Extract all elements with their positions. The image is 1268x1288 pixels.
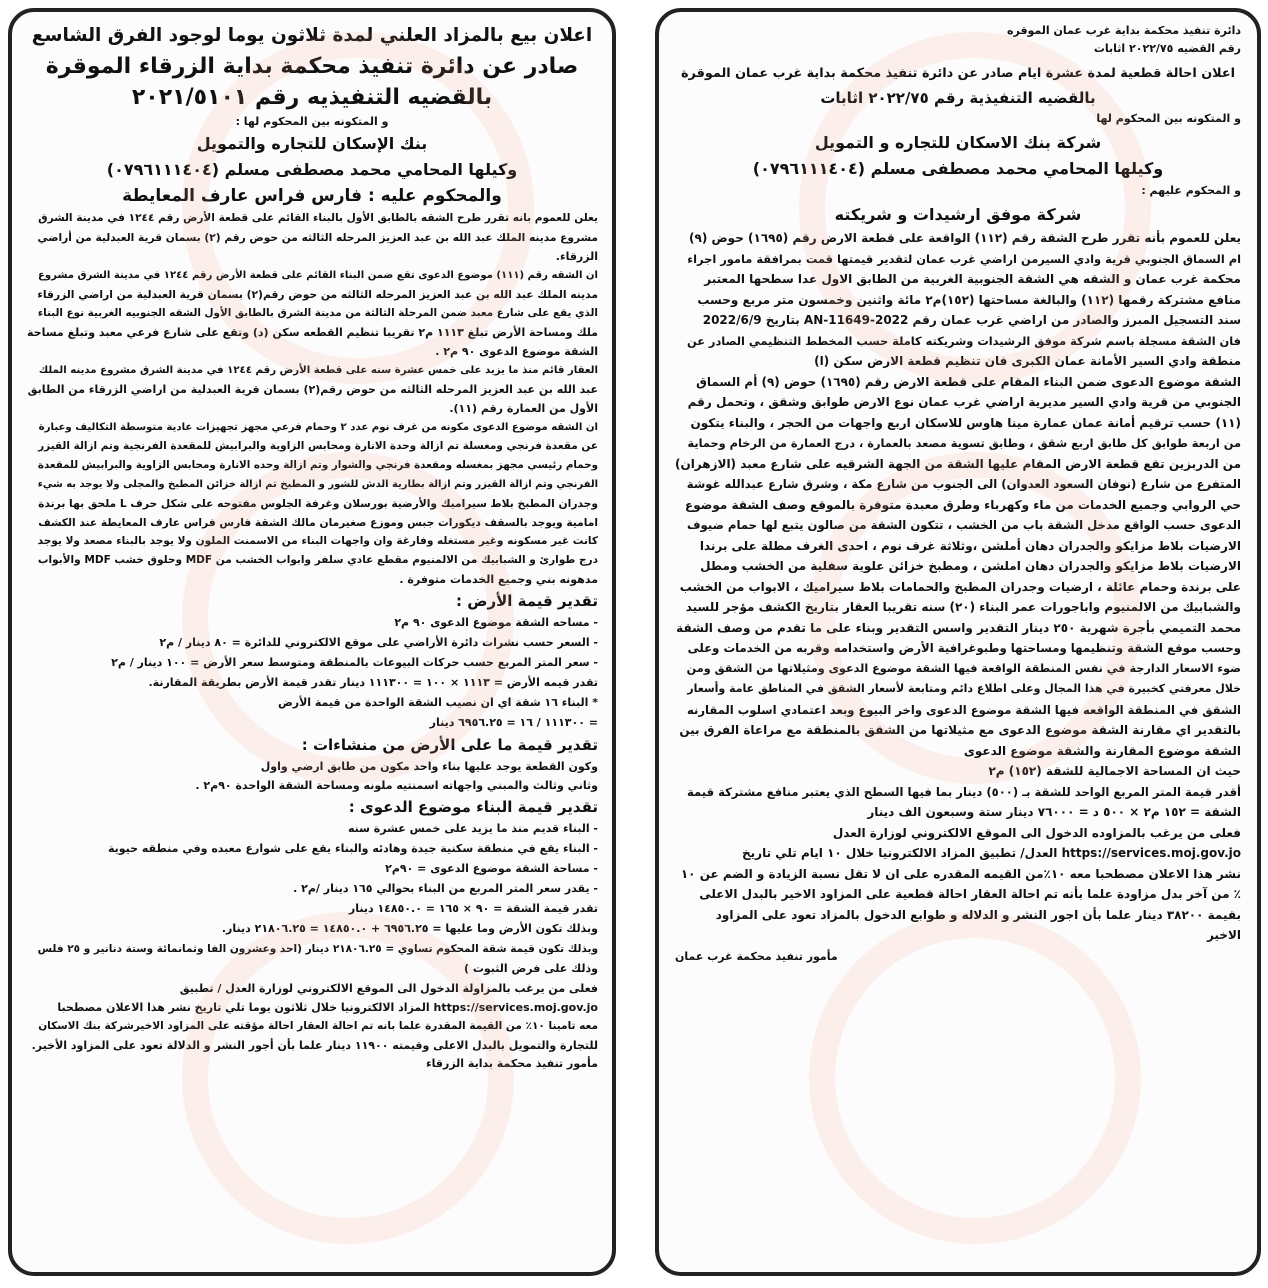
text-line: فعلى من يرغب بالمزاولة الدخول الى الموقع الالكتروني لوزارة العدل / تطبيق bbox=[179, 982, 598, 995]
text-line: مشروع مدينه الملك عبد الله بن عبد العزيز المرحله الثالثه من حوض رقم (٢) بسمان قرية العبدلية من أراضي bbox=[37, 231, 598, 244]
notice-title: اعلان احالة قطعية لمدة عشرة ايام صادر عن دائرة تنفيذ محكمة بداية غرب عمان الموقرة bbox=[680, 66, 1236, 81]
text-line: حيث ان المساحة الاجمالية للشقة (١٥٢) م٢ bbox=[988, 764, 1241, 778]
text-line: بالتقدير اي مقارنة الشقة موضوع الدعوى مع مثيلاتها من الشقق بالمنطقة مع مراعاة الفرق بين bbox=[679, 723, 1241, 737]
text-line: من اربعة طوابق كل طابق اربع شقق ، وطابق تسوية مصعد بالعمارة ، درج العمارة من الرخام وحماية bbox=[687, 436, 1241, 450]
text-line: الارضيات بلاط مزايكو والجدران دهان املشن ، ومطبخ خزائن علوية سفلية من الخشب ومطل bbox=[700, 559, 1241, 573]
notice-subtitle: صادر عن دائرة تنفيذ محكمة بداية الزرقاء الموقرة bbox=[45, 54, 579, 79]
lawyer-name: وكيلها المحامي محمد مصطفى مسلم (٠٧٩٦١١١٤٠٤) bbox=[106, 160, 518, 179]
text-line: عبد الله بن عبد العزيز المرحله الثالثه من حوض رقم(٢) بسمان قرية العبدلية من اراضي الزرقاء من الطابق bbox=[27, 383, 598, 396]
text-line: (١١) حسب ترقيم أمانة عمان عمارة مينا هاوس للاسكان اربع واجهات من الحجر ، والبناء يتكون bbox=[690, 415, 1241, 430]
text-line: امامية ويوجد بالسقف ديكورات جبس وموزع صغيرمان مالك الشقة فارس فراس عارف المعايطة عند الكشف bbox=[38, 516, 598, 529]
valuation-item: = ١١١٣٠٠ / ١٦ = ٦٩٥٦.٢٥ دينار bbox=[429, 716, 598, 729]
text-line: يعلن للعموم بانه تقرر طرح الشقه بالطابق الأول بالبناء القائم على قطعة الأرض رقم ١٢٤٤ في مدينة الشرق bbox=[38, 212, 598, 224]
valuation-item: وذلك على فرض الثبوت ) bbox=[463, 962, 598, 975]
text-line: محمد التميمي بأجرة شهرية ٢٥٠ دينار التقدير واسس التقدير وبناء على ما تقدم من وصف الشقة bbox=[676, 620, 1241, 635]
valuation-item: - البناء يقع في منطقة سكنية جيدة وهادئه والبناء يقع على شوارع معبده وفي منطقه حيوية bbox=[107, 842, 598, 855]
text-line: الشقة موضوع المقارنة والشقة موضوع الدعوى bbox=[963, 743, 1241, 758]
notice-body bbox=[26, 209, 598, 589]
text-line: الاخير bbox=[1206, 928, 1241, 942]
text-line: منطقة وادي السير الأمانة عمان الكبرى فان تنظيم قطعة الارض سكن (ا) bbox=[814, 354, 1241, 368]
text-line: فان الشقة مسجلة باسم شركة موفق الرشيدات وشريكته كاملة حسب المخطط التنظيمي الصادر عن bbox=[686, 333, 1241, 348]
valuation-item: - السعر حسب نشرات دائرة الأراضي على موقع الالكتروني للدائرة = ٨٠ دينار / م٢ bbox=[159, 636, 598, 649]
text-line: بقيمة ٣٨٢٠٠ دينار علما بأن اجور النشر و الدلاله و طوابع الدخول بالمزاد تعود على المزاود bbox=[715, 907, 1241, 922]
text-line: خلال معرفتي كخبيرة في هذا المجال وعلى اطلاع دائم ومتابعة لأسعار الشقق في المناطق عامة وأسعار bbox=[687, 682, 1241, 695]
between-label: و المتكونه بين المحكوم لها : bbox=[235, 115, 389, 128]
text-line: الأول من العمارة رقم (١١). bbox=[449, 402, 598, 415]
text-line: يعلن للعموم بأنه تقرر طرح الشقة رقم (١١٢) الواقعة على قطعة الارض رقم (١٦٩٥) حوض (٩) bbox=[689, 231, 1241, 245]
building-valuation-heading: تقدير قيمة البناء موضوع الدعوى : bbox=[348, 798, 598, 816]
text-line: محكمة غرب عمان و الشقه هي الشقة الجنوبية الغربية من الطابق الاول عدا سطحها المعتبر bbox=[704, 272, 1241, 286]
text-line: الشقق في المنطقة الواقعه فيها الشقة موضوع الدعوى واخر البيوع وبعد اعتمادي اسلوب المقارنه bbox=[687, 702, 1241, 717]
text-line: https://services.moj.gov.jo المزاد الالكترونيا خلال ثلاثون يوما تلي تاريخ نشر هذا الاعلان مصطحبا bbox=[57, 1001, 598, 1014]
text-line: https://services.moj.gov.jo العدل/ تطبيق المزاد الالكترونيا خلال ١٠ ايام تلي تاريخ bbox=[742, 846, 1241, 860]
text-line: ٪ من آخر بدل مزاودة علما بأنه تم احالة العقار احالة قطعية على المزاود الاخير بالبدل الاعلى bbox=[699, 887, 1241, 901]
debtor-name: والمحكوم عليه : فارس فراس عارف المعايطة bbox=[122, 186, 502, 206]
lawyer-name: وكيلها المحامي محمد مصطفى مسلم (٠٧٩٦١١١٤٠٤) bbox=[752, 159, 1164, 178]
debtor-label: و المحكوم عليهم : bbox=[1141, 184, 1241, 197]
text-line: وجدران المطبخ بلاط سيراميك والأرضية بورسلان وغرفة الجلوس مفتوحه على شكل حرف L ملحق بها برندة bbox=[38, 497, 598, 510]
text-line: معه تامينا ١٠٪ من القيمة المقدرة علما بانه تم احالة العقار احالة مؤقته على المزاود الاخيرشركة بنك الاسكان bbox=[38, 1020, 598, 1032]
text-line: الدعوى حسب الواقع مدخل الشقة باب من الخشب ، تتكون الشقة من صالون يتبع لها حمام ضيوف bbox=[686, 518, 1241, 532]
text-line: سند التسجيل المبرز والصادر من اراضي غرب عمان رقم 2022-AN-11649 بتاريخ 2022/6/9 bbox=[702, 313, 1241, 327]
text-line: مدينه الملك عبد الله بن عبد العزيز المرحله الثالثه من حوض رقم(٢) بسمان قرية العبدلية من اراضي الزرقاء bbox=[37, 288, 598, 301]
text-line: على برندة وحمام عائلة ، ارضيات وجدران المطبخ والحمامات بلاط سيراميك ، الابواب من الخشب bbox=[679, 579, 1241, 594]
case-number: بالقضيه التنفيذيه رقم ٢٠٢١/٥١٠١ bbox=[131, 85, 493, 110]
text-line: منافع مشتركة رقمها (١١٢) والبالغة مساحتها (١٥٢)م٢ مائة واثنين وخمسون متر مربع وحسب bbox=[697, 292, 1241, 307]
text-line: الزرقاء. bbox=[555, 250, 598, 263]
text-line: المتفرع من شارع (نوفان السعود العدوان) الى الجنوب من شارع مكة ، وشرق شارع عبدالله غوشة bbox=[686, 477, 1241, 491]
text-line: نشر هذا الاعلان مصطحبا معه ١٠٪من القيمه المقدره على ان لا تقل نسبة الزيادة و الضم عن ١٠ bbox=[680, 866, 1241, 881]
valuation-item: - البناء قديم منذ ما يزيد على خمس عشرة سنه bbox=[347, 822, 598, 835]
valuation-item: تقدر قيمة الشقة = ٩٠ × ١٦٥ = ١٤٨٥٠.٠ دينار bbox=[348, 902, 598, 915]
text-line: كانت غير مسكونه وغير مستغله وفارغة وان واجهات البناء من الاسمنت الملون ولا يوجد بالبناء مصعد ولا يوجد bbox=[37, 535, 598, 547]
court-header: دائرة تنفيذ محكمة بداية غرب عمان الموقره bbox=[1006, 24, 1241, 37]
closing-paragraph bbox=[26, 979, 598, 1055]
footer-signature: مأمور تنفيذ محكمة غرب عمان bbox=[675, 949, 838, 963]
valuation-item: وبذلك تكون قيمة شقة المحكوم تساوي = ٢١٨٠٦.٢٥ دينار (احد وعشرون الفا وثمانمائة وستة دنانير و ٢٥ فلس bbox=[37, 943, 598, 955]
text-line: ام السماق الجنوبي قرية وادي السيرمن اراضي غرب عمان لتقدير قيمتها قمت بمرافقة مامور اجراء bbox=[687, 251, 1241, 266]
text-line: وحسب موقع الشقة وتنظيمها ومساحتها وطبوغرافية الأرض واستخدامه وقربه من الخدمات وعلى bbox=[687, 641, 1241, 655]
text-line: عن مقعدة فرنجي ومغسلة تم ازالة وحدة الانارة ومحابس الزاوية والبرابيش للمقعدة الفرنجية وتم ازالة القيزر bbox=[38, 440, 598, 452]
text-line: للتجارة والتمويل بالبدل الاعلى وقيمته ١١٩٠٠ دينار علما بأن أجور النشر و الدلالة تعود على المزاود الأخير. bbox=[31, 1039, 598, 1052]
text-line: وثاني وثالث والمبني واجهاته اسمنتيه ملونه ومساحة الشقة الواحدة ٩٠م٢ . bbox=[195, 779, 598, 792]
notice-body bbox=[675, 228, 1241, 946]
footer-signature: مأمور تنفيذ محكمة بداية الزرقاء bbox=[426, 1057, 598, 1070]
building-valuation-list bbox=[26, 819, 598, 979]
between-label: و المتكونه بين المحكوم لها bbox=[1096, 112, 1241, 125]
notice-panel-west-amman bbox=[655, 8, 1261, 1276]
text-line: من الدربزين تقع قطعة الارض المقام عليها الشقة من الجهة الشرقيه على شارع معبد (الازهران) bbox=[675, 456, 1241, 471]
text-line: الشقة = ١٥٢ م٢ × ٥٠٠ د = ٧٦٠٠٠ دينار ستة وسبعون الف دينار bbox=[867, 805, 1241, 819]
valuation-item: - يقدر سعر المتر المربع من البناء بحوالي ١٦٥ دينار /م٢ . bbox=[293, 882, 598, 895]
valuation-item: - مساحه الشقة موضوع الدعوى ٩٠ م٢ bbox=[394, 616, 598, 629]
land-valuation-heading: تقدير قيمة الأرض : bbox=[456, 592, 598, 610]
works-valuation-heading: تقدير قيمة ما على الأرض من منشاءات : bbox=[301, 736, 598, 754]
text-line: الارضيات بلاط مزايكو والجدران دهان أملشن ،وثلاثة غرف نوم ، احدى الغرف مطلة على برندا bbox=[699, 538, 1241, 553]
text-line: ضوء الاسعار الدارجة في نفس المنطقة الواقعة فيها الشقة موضوع الدعوى ومثيلاتها من الشقق ومن bbox=[686, 661, 1241, 675]
text-line: درج طوارئ و الشبابيك من الالمنيوم مقطع عادي سلفر وابواب الخشب من MDF وحلوق خشب MDF والأبواب bbox=[37, 554, 598, 566]
notice-panel-zarqa bbox=[8, 8, 616, 1276]
valuation-item: تقدر قيمه الأرض = ١١١٣ × ١٠٠ = ١١١٣٠٠ دينار تقدر قيمة الأرض بطريقة المقارنة. bbox=[148, 676, 598, 689]
text-line: الفرنجي وتم ازالة القيزر وتم ازالة بطارية الدش للشور و المطبخ تم ازالة خزائن المطبخ والمجلى ولا يوجد به شيء bbox=[37, 479, 598, 490]
text-line: الشقة موضوع الدعوى ٩٠ م٢ . bbox=[435, 345, 598, 358]
creditor-name: شركة بنك الاسكان للتجاره و التمويل bbox=[814, 133, 1102, 152]
valuation-item: وبذلك تكون الأرض وما عليها = ٦٩٥٦.٢٥ + ١٤٨٥٠.٠ = ٢١٨٠٦.٢٥ دينار. bbox=[221, 922, 598, 935]
text-line: ملك ومساحة الأرض تبلغ ١١١٣ م٢ تقريبا تنظيم القطعه سكن (د) وتقع على شارع فرعي معبد وتبلغ مساحة bbox=[27, 326, 598, 339]
notice-title: اعلان بيع بالمزاد العلني لمدة ثلاثون يوما لوجود الفرق الشاسع bbox=[31, 25, 593, 46]
text-line: وكون القطعة يوجد عليها بناء واحد مكون من طابق ارضي واول bbox=[260, 760, 598, 773]
valuation-item: - مساحة الشقة موضوع الدعوى = ٩٠م٢ bbox=[385, 862, 598, 875]
text-line: الجنوبي من قرية وادي السير مديرية اراضي غرب عمان نوع الارض طوابق وشقق ، وتحمل رقم bbox=[687, 395, 1241, 409]
creditor-name: بنك الإسكان للتجاره والتمويل bbox=[196, 134, 428, 153]
notice-subtitle: بالقضيه التنفيذية رقم ٢٠٢٢/٧٥ اثابات bbox=[820, 89, 1096, 107]
works-valuation-text bbox=[26, 757, 598, 795]
text-line: مدهونه بني وجميع الخدمات متوفرة . bbox=[399, 573, 598, 586]
text-line: والشبابيك من الالمنيوم واباجورات عمر البناء (٢٠) سنه تقريبا العقار بتاريخ الكشف مؤجر للسيد bbox=[685, 600, 1241, 614]
valuation-item: * البناء ١٦ شقة اي ان نصيب الشقة الواحدة من قيمة الأرض bbox=[277, 696, 598, 709]
land-valuation-list bbox=[26, 613, 598, 733]
text-line: الذي يقع على شارع معبد ضمن المرحلة الثالثة من مدينة الشرق بالطابق الأول الشقه الجنوبيه الغربية نوع البناء bbox=[37, 307, 598, 319]
text-line: ان الشقه موضوع الدعوى مكونه من غرف نوم عدد ٢ وحمام فرعي مجهز تجهيزات عادية متوسطة التكاليف وعبارة bbox=[38, 422, 598, 433]
text-line: وحمام رئيسي مجهز بمغسله ومقعدة فرنجي والشوار وتم ازالة وحده الانارة ومحابس الزاوية والبرابيش للمقعدة bbox=[37, 459, 598, 471]
text-line: العقار قائم منذ ما يزيد على خمس عشرة سنه على قطعة الأرض رقم ١٢٤٤ في مدينة الشرق مشروع مدينه الملك bbox=[38, 365, 598, 376]
debtor-name: شركة موفق ارشيدات و شريكته bbox=[834, 205, 1082, 224]
case-header: رقم القضيه ٢٠٢٢/٧٥ اثابات bbox=[1093, 42, 1241, 55]
valuation-item: - سعر المتر المربع حسب حركات البيوعات بالمنطقة ومتوسط سعر الأرض = ١٠٠ دينار / م٢ bbox=[111, 656, 598, 669]
text-line: فعلى من يرغب بالمزاوده الدخول الى الموقع الالكتروني لوزارة العدل bbox=[832, 825, 1241, 840]
text-line: أقدر قيمة المتر المربع الواحد للشقة بـ (٥٠٠) دينار بما فيها السطح الذي يعتبر منافع مشتركة قيمة bbox=[686, 784, 1241, 799]
text-line: ان الشقه رقم (١١١) موضوع الدعوى تقع ضمن البناء القائم على قطعة الأرض رقم ١٢٤٤ في مدينة الشرق مشروع bbox=[38, 270, 598, 281]
text-line: حي الروابي وجميع الخدمات من ماء وكهرباء وطرق معبدة متوفرة بالموقع وصف الشقة موضوع bbox=[685, 497, 1241, 512]
text-line: الشقة موضوع الدعوى ضمن البناء المقام على قطعة الارض رقم (١٦٩٥) حوض (٩) أم السماق bbox=[696, 374, 1241, 389]
